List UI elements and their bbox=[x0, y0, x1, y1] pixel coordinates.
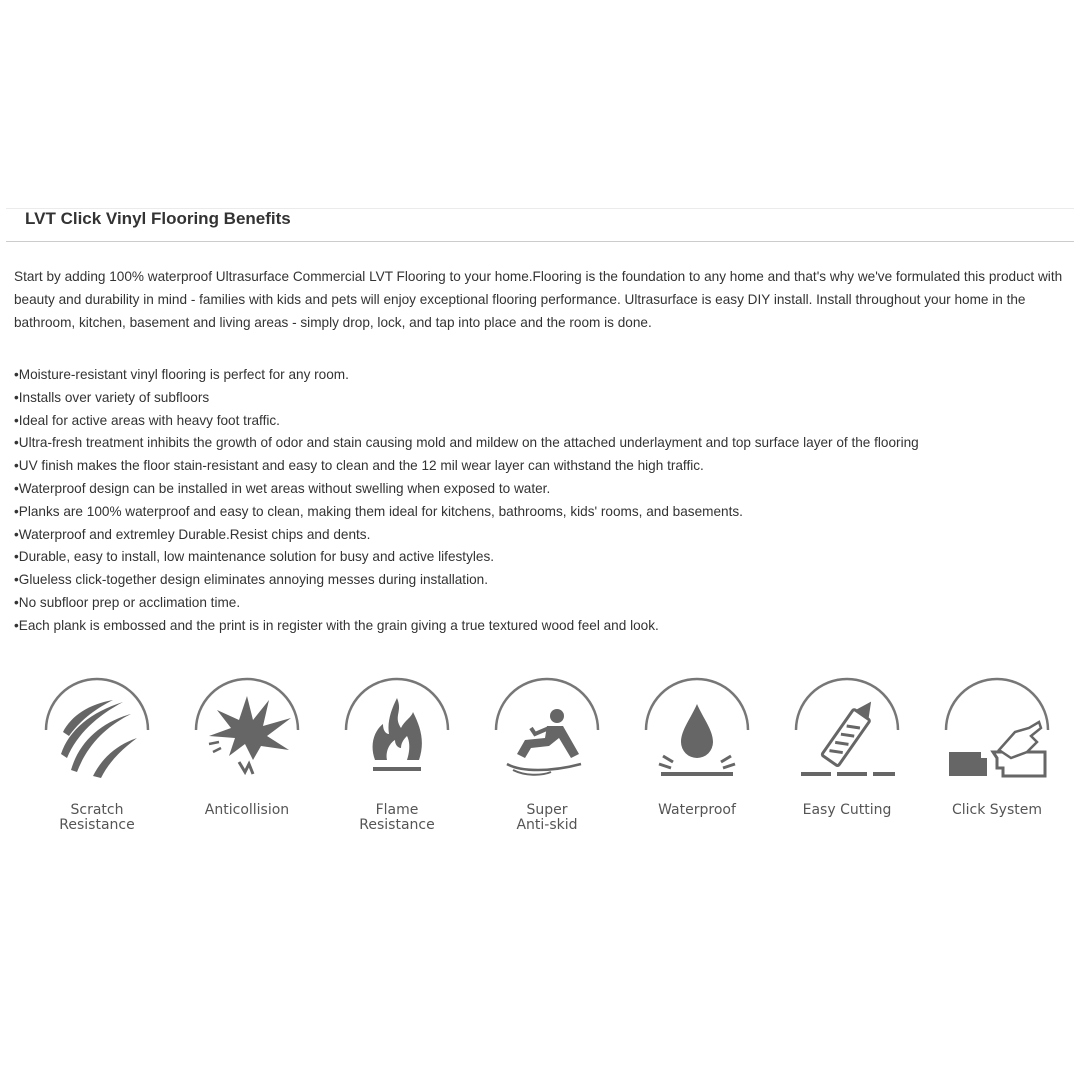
feature-anticollision bbox=[172, 672, 322, 818]
flame-resistance-icon bbox=[341, 672, 453, 792]
anti-skid-icon bbox=[491, 672, 603, 792]
list-item: •No subfloor prep or acclimation time. bbox=[14, 594, 241, 610]
list-item: •Each plank is embossed and the print is in register with the grain giving a true textured wood feel and look. bbox=[14, 617, 659, 633]
feature-label: Flame Resistance bbox=[359, 802, 435, 833]
list-item: •Ultra-fresh treatment inhibits the growth of odor and stain causing mold and mildew on the attached underlayment and top surface layer of the flooring bbox=[14, 435, 919, 451]
click-system-icon bbox=[941, 672, 1053, 792]
feature-icons-row bbox=[0, 672, 1080, 842]
feature-waterproof bbox=[622, 672, 772, 818]
title-divider bbox=[6, 241, 1074, 242]
benefit-list bbox=[14, 364, 1072, 638]
list-item: •Planks are 100% waterproof and easy to clean, making them ideal for kitchens, bathrooms, kids' rooms, and basements. bbox=[14, 503, 743, 519]
feature-scratch-resistance bbox=[22, 672, 172, 833]
easy-cutting-icon bbox=[791, 672, 903, 792]
feature-easy-cutting bbox=[772, 672, 922, 818]
list-item: •Installs over variety of subfloors bbox=[14, 389, 210, 405]
list-item: •Durable, easy to install, low maintenance solution for busy and active lifestyles. bbox=[14, 549, 495, 565]
scratch-resistance-icon bbox=[41, 672, 153, 792]
feature-label: Waterproof bbox=[658, 802, 736, 818]
list-item: •Moisture-resistant vinyl flooring is perfect for any room. bbox=[14, 367, 349, 382]
list-item: •Ideal for active areas with heavy foot traffic. bbox=[14, 412, 280, 428]
anticollision-icon bbox=[191, 672, 303, 792]
feature-flame-resistance bbox=[322, 672, 472, 833]
feature-anti-skid bbox=[472, 672, 622, 833]
waterproof-icon bbox=[641, 672, 753, 792]
feature-label: Scratch Resistance bbox=[59, 802, 135, 833]
feature-click-system bbox=[922, 672, 1072, 818]
feature-label: Click System bbox=[951, 802, 1042, 818]
feature-label: Easy Cutting bbox=[802, 802, 892, 818]
list-item: •UV finish makes the floor stain-resistant and easy to clean and the 12 mil wear layer can withstand the high traffic. bbox=[14, 458, 704, 474]
section-title: LVT Click Vinyl Flooring Benefits bbox=[25, 209, 291, 228]
feature-label: Super Anti-skid bbox=[516, 802, 578, 833]
list-item: •Waterproof and extremley Durable.Resist chips and dents. bbox=[14, 526, 371, 542]
list-item: •Waterproof design can be installed in wet areas without swelling when exposed to water. bbox=[14, 480, 551, 496]
list-item: •Glueless click-together design eliminates annoying messes during installation. bbox=[14, 572, 488, 588]
feature-label: Anticollision bbox=[204, 802, 290, 818]
intro-paragraph: Start by adding 100% waterproof Ultrasurface Commercial LVT Flooring to your home.Flooring is the foundation to any home and that's why we've formulated this product with beauty and durability in mind - families with kids and pets will enjoy exceptional flooring performance. Ultrasurface is easy DIY install. Install throughout your home in the bathroom, kitchen, basement and living areas - simply drop, lock, and tap into place and the room is done. bbox=[14, 269, 1063, 330]
